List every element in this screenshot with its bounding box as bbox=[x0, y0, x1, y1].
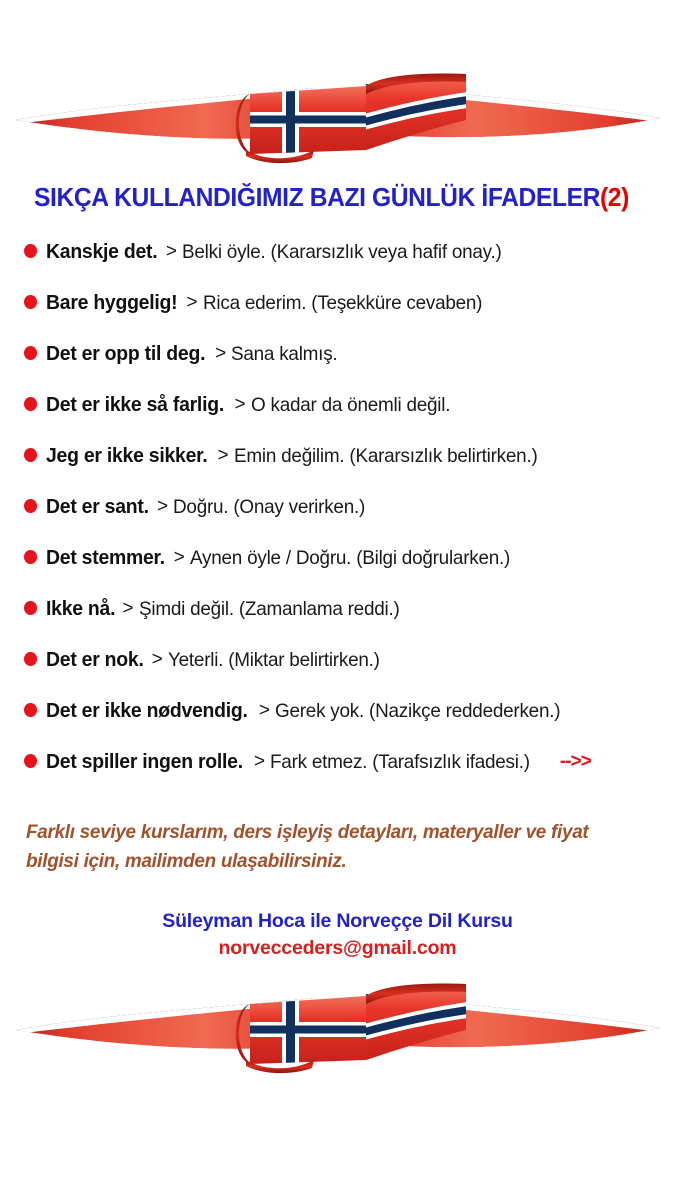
phrase-separator: > bbox=[173, 546, 185, 568]
phrase-separator: > bbox=[217, 444, 229, 466]
title-main-text: SIKÇA KULLANDIĞIMIZ BAZI GÜNLÜK İFADELER bbox=[34, 184, 601, 212]
phrase-separator: > bbox=[186, 291, 198, 313]
bullet-icon bbox=[24, 703, 37, 717]
bullet-icon bbox=[24, 601, 37, 615]
phrase-norwegian: Det er sant. bbox=[46, 495, 149, 518]
phrase-separator: > bbox=[234, 393, 246, 415]
list-item bbox=[24, 379, 664, 430]
phrase-turkish-meaning: Yeterli. (Miktar belirtirken.) bbox=[167, 648, 380, 671]
list-item bbox=[24, 481, 664, 532]
course-name: Süleyman Hoca ile Norveççe Dil Kursu bbox=[162, 910, 513, 932]
list-item bbox=[24, 532, 664, 583]
phrase-norwegian: Jeg er ikke sikker. bbox=[46, 444, 208, 467]
contact-block bbox=[0, 908, 675, 962]
page-title bbox=[34, 181, 632, 215]
phrase-turkish-meaning: Sana kalmış. bbox=[231, 342, 338, 365]
phrase-norwegian: Det stemmer. bbox=[46, 546, 165, 569]
phrase-norwegian: Kanskje det. bbox=[46, 240, 158, 263]
phrase-turkish-meaning: Aynen öyle / Doğru. (Bilgi doğrularken.) bbox=[189, 546, 510, 569]
bullet-icon bbox=[24, 397, 37, 411]
phrase-turkish-meaning: Gerek yok. (Nazikçe reddederken.) bbox=[275, 699, 561, 722]
bullet-icon bbox=[24, 652, 37, 666]
phrase-separator: > bbox=[156, 495, 169, 517]
list-item bbox=[24, 685, 664, 736]
bullet-icon bbox=[24, 499, 37, 513]
norwegian-flag-ribbon-top bbox=[14, 58, 662, 166]
list-item bbox=[24, 736, 664, 787]
title-part-number: (2) bbox=[600, 184, 629, 212]
contact-email[interactable]: norvecceders@gmail.com bbox=[218, 937, 457, 959]
phrase-norwegian: Det er opp til deg. bbox=[46, 342, 206, 365]
list-item bbox=[24, 277, 664, 328]
phrase-separator: > bbox=[165, 240, 177, 262]
phrase-list bbox=[24, 226, 664, 787]
list-item bbox=[24, 634, 664, 685]
phrase-turkish-meaning: Rica ederim. (Teşekküre cevaben) bbox=[202, 291, 482, 314]
list-item bbox=[24, 583, 664, 634]
list-item bbox=[24, 328, 664, 379]
phrase-separator: > bbox=[253, 750, 266, 772]
phrase-norwegian: Det er ikke så farlig. bbox=[46, 393, 224, 416]
list-item bbox=[24, 430, 664, 481]
norwegian-flag-ribbon-bottom bbox=[14, 968, 662, 1076]
phrase-separator: > bbox=[258, 699, 270, 721]
phrase-separator: > bbox=[122, 597, 134, 619]
phrase-turkish-meaning: Doğru. (Onay verirken.) bbox=[173, 495, 366, 518]
bullet-icon bbox=[24, 346, 37, 360]
list-item bbox=[24, 226, 664, 277]
phrase-norwegian: Ikke nå. bbox=[46, 597, 116, 620]
phrase-separator: > bbox=[151, 648, 163, 670]
phrase-norwegian: Det spiller ingen rolle. bbox=[46, 750, 243, 773]
bullet-icon bbox=[24, 550, 37, 564]
phrase-norwegian: Det er nok. bbox=[46, 648, 144, 671]
phrase-turkish-meaning: Şimdi değil. (Zamanlama reddi.) bbox=[138, 597, 400, 620]
phrase-turkish-meaning: Emin değilim. (Kararsızlık belirtirken.) bbox=[233, 444, 538, 467]
bullet-icon bbox=[24, 295, 37, 309]
phrase-turkish-meaning: Fark etmez. (Tarafsızlık ifadesi.) bbox=[270, 750, 530, 773]
phrase-norwegian: Det er ikke nødvendig. bbox=[46, 699, 248, 722]
phrase-turkish-meaning: O kadar da önemli değil. bbox=[250, 393, 450, 416]
phrase-separator: > bbox=[215, 342, 227, 364]
bullet-icon bbox=[24, 448, 37, 462]
phrase-turkish-meaning: Belki öyle. (Kararsızlık veya hafif onay.) bbox=[181, 240, 502, 263]
continues-arrow-icon: -->> bbox=[559, 750, 591, 772]
phrase-norwegian: Bare hyggelig! bbox=[46, 291, 178, 314]
bullet-icon bbox=[24, 244, 37, 258]
promo-text: Farklı seviye kurslarım, ders işleyiş detayları, materyaller ve fiyat bilgisi için, mailimden ulaşabilirsiniz. bbox=[26, 821, 589, 872]
bullet-icon bbox=[24, 754, 37, 768]
